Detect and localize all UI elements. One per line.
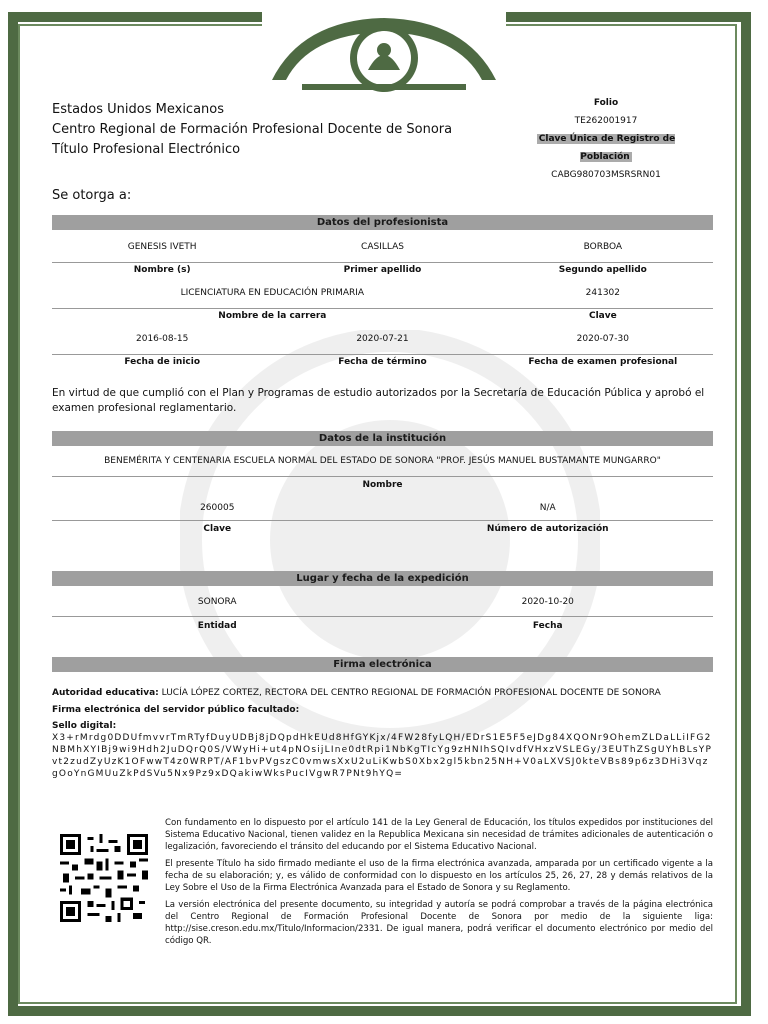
name-labels-row <box>52 265 713 275</box>
qr-code-icon <box>60 834 148 922</box>
autoridad-line <box>52 686 713 701</box>
carrera-clave-label: Clave <box>588 311 617 321</box>
section-header-profesionista: Datos del profesionista <box>52 215 713 230</box>
divider <box>52 520 713 521</box>
name-values-row <box>52 242 713 252</box>
section-header-firma: Firma electrónica <box>52 657 713 672</box>
institucion-autorizacion-label: Número de autorización <box>486 524 609 534</box>
curp-label: Clave Única de Registro de Población <box>538 134 676 162</box>
primer-apellido-value: CASILLAS <box>361 242 404 252</box>
nombres-label: Nombre (s) <box>133 265 191 275</box>
fechas-values-row <box>52 334 713 344</box>
folio-value: TE262001917 <box>574 116 638 126</box>
institucion-nombre-value: BENEMÉRITA Y CENTENARIA ESCUELA NORMAL DEL ESTADO DE SONORA "PROF. JESÚS MANUEL BUSTAMANTE MUNGARRO" <box>104 456 661 466</box>
header-identifiers <box>516 94 696 184</box>
sello-digital <box>52 720 713 780</box>
se-otorga-heading: Se otorga a: <box>52 188 132 203</box>
carrera-values-row <box>52 288 713 298</box>
sello-label: Sello digital: <box>52 721 117 731</box>
divider <box>52 308 713 309</box>
header-titles <box>52 100 452 160</box>
fecha-inicio-value: 2016-08-15 <box>136 334 189 344</box>
curp-value: CABG980703MSRSRN01 <box>551 170 661 180</box>
legal-paragraph-3: La versión electrónica del presente documento, su integridad y autoría se podrá comprobar a través de la página electrónica del Centro Regional de Formación Profesional Docente de Sonora por medio de la siguiente liga: http://sise.creson.edu.mx/Titulo/Informacion/2331. De igual manera, podrá verificar el documento electrónico por medio del código QR. <box>165 900 713 946</box>
folio-label: Folio <box>593 98 619 108</box>
carrera-clave-value: 241302 <box>585 288 621 298</box>
institucion-clave-value: 260005 <box>200 503 235 513</box>
fecha-examen-value: 2020-07-30 <box>576 334 629 344</box>
virtud-paragraph: En virtud de que cumplió con el Plan y Programas de estudio autorizados por la Secretaría de Educación Pública y aprobó el examen profesional reglamentario. <box>52 387 705 414</box>
nombres-value: GENESIS IVETH <box>127 242 197 252</box>
divider <box>52 616 713 617</box>
document-title: Título Profesional Electrónico <box>52 142 241 157</box>
institucion-autorizacion-value: N/A <box>539 503 556 513</box>
divider <box>52 476 713 477</box>
autoridad-value: LUCÍA LÓPEZ CORTEZ, RECTORA DEL CENTRO REGIONAL DE FORMACIÓN PROFESIONAL DOCENTE DE SONORA <box>161 688 661 698</box>
institution-title: Centro Regional de Formación Profesional Docente de Sonora <box>52 122 453 137</box>
fecha-termino-label: Fecha de término <box>338 357 427 367</box>
sello-value: X3+rMrdg0DDUfmvvrTmRTyfDuyUDBj8jDQpdHkEUd8HfGYKjx/4FW28fyLQH/EDrS1E5F5eJDg84XQONr9OhemZLDaLLiIFG2NBMhXYIBj9wi9Hdh2JuDQrQ0S/VWyHi+ut4pNOsijLIne0dtRpi1NbKgTIcYg9zHNIhSQIvdfVHxzVSLEGy/3EUThZSgUYhBLsYPvt2zudZyUzK1OFwwT4z0WRPT/AF1bvPVgszC0vmwsXxU2uLiKwbS0Xbx2gl5kbn25NH+V0aLXVSJ0kteVBs89p6z3DHi3VqzgOoYnGMUuZkPdSVu5Nx9Pz9xDQakiwWksPucIVgwR7PNt9hYQ= <box>52 733 713 779</box>
divider <box>52 354 713 355</box>
entidad-value: SONORA <box>197 597 237 607</box>
expedicion-fecha-value: 2020-10-20 <box>521 597 574 607</box>
fecha-examen-label: Fecha de examen profesional <box>528 357 678 367</box>
autoridad-label: Autoridad educativa: <box>52 688 159 698</box>
expedicion-values-row <box>52 597 713 607</box>
carrera-labels-row <box>52 311 713 321</box>
country-title: Estados Unidos Mexicanos <box>52 102 225 117</box>
carrera-value: LICENCIATURA EN EDUCACIÓN PRIMARIA <box>180 288 365 298</box>
segundo-apellido-value: BORBOA <box>583 242 623 252</box>
institucion-clave-row <box>52 503 713 513</box>
legal-text <box>165 817 713 952</box>
institucion-nombre-row <box>52 456 713 466</box>
expedicion-fecha-label: Fecha <box>532 621 563 631</box>
servidor-label: Firma electrónica del servidor público facultado: <box>52 705 300 715</box>
entidad-label: Entidad <box>197 621 237 631</box>
national-crest-icon <box>262 10 506 98</box>
institucion-nombre-label-row <box>52 480 713 490</box>
expedicion-labels-row <box>52 621 713 631</box>
section-header-expedicion: Lugar y fecha de la expedición <box>52 571 713 586</box>
section-header-institucion: Datos de la institución <box>52 431 713 446</box>
fecha-termino-value: 2020-07-21 <box>356 334 409 344</box>
fechas-labels-row <box>52 357 713 367</box>
fecha-inicio-label: Fecha de inicio <box>124 357 201 367</box>
divider <box>52 262 713 263</box>
institucion-nombre-label: Nombre <box>362 480 403 490</box>
legal-paragraph-1: Con fundamento en lo dispuesto por el artículo 141 de la Ley General de Educación, los títulos expedidos por instituciones del Sistema Educativo Nacional, tienen validez en la Republica Mexicana sin necesidad de trámites adicionales de autenticación o legalización, favoreciendo el tránsito del educando por el Sistema Educativo Nacional. <box>165 818 713 852</box>
primer-apellido-label: Primer apellido <box>343 265 422 275</box>
institucion-clave-labels-row <box>52 524 713 534</box>
institucion-clave-label: Clave <box>203 524 232 534</box>
carrera-label: Nombre de la carrera <box>218 311 327 321</box>
legal-paragraph-2: El presente Título ha sido firmado mediante el uso de la firma electrónica avanzada, amparada por un certificado vigente a la fecha de su elaboración; y, es válido de conformidad con lo dispuesto en los artículos 25, 26, 27, 28 y demás relativos de la Ley Sobre el Uso de la Firma Electrónica Avanzada para el Estado de Sonora y su Reglamento. <box>165 859 713 893</box>
segundo-apellido-label: Segundo apellido <box>558 265 647 275</box>
